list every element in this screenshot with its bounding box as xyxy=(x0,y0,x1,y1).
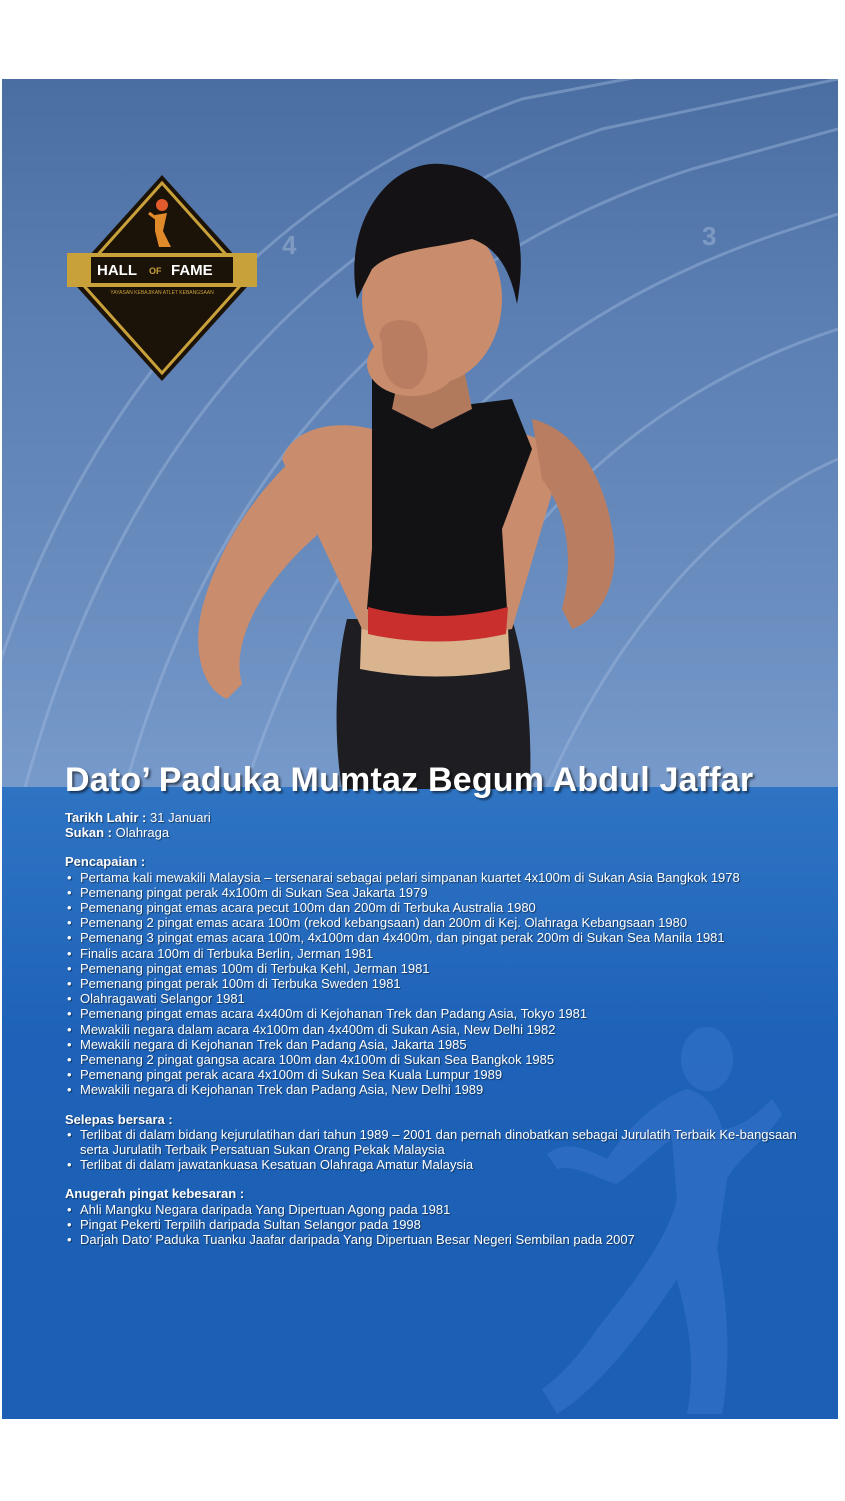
list-item: • Pemenang pingat emas 100m di Terbuka Kehl, Jerman 1981 xyxy=(65,961,805,976)
list-item: • Pemenang pingat perak acara 4x100m di Sukan Sea Kuala Lumpur 1989 xyxy=(65,1067,805,1082)
birth-date-value: 31 Januari xyxy=(150,810,211,825)
athlete-info xyxy=(65,810,805,1247)
sport-label: Sukan : xyxy=(65,825,112,841)
athlete-name: Dato’ Paduka Mumtaz Begum Abdul Jaffar xyxy=(65,761,754,799)
list-item: • Pemenang 2 pingat gangsa acara 100m dan 4x100m di Sukan Sea Bangkok 1985 xyxy=(65,1052,805,1067)
list-item: • Pemenang pingat perak 4x100m di Sukan Sea Jakarta 1979 xyxy=(65,885,805,900)
list-item: • Pemenang 2 pingat emas acara 100m (rekod kebangsaan) dan 200m di Kej. Olahraga Kebangsaan 1980 xyxy=(65,915,805,930)
honours-list xyxy=(65,1202,805,1248)
logo-word-fame: FAME xyxy=(171,262,213,279)
list-item: • Ahli Mangku Negara daripada Yang Dipertuan Agong pada 1981 xyxy=(65,1202,805,1217)
list-item: • Pemenang pingat perak 100m di Terbuka Sweden 1981 xyxy=(65,976,805,991)
list-item: • Mewakili negara dalam acara 4x100m dan 4x400m di Sukan Asia, New Delhi 1982 xyxy=(65,1022,805,1037)
achievements-list xyxy=(65,870,805,1098)
athlete-photo xyxy=(132,129,692,789)
birth-date-label: Tarikh Lahir : xyxy=(65,810,147,825)
birth-date xyxy=(65,810,805,825)
logo-word-of: OF xyxy=(149,266,162,276)
list-item: • Olahragawati Selangor 1981 xyxy=(65,991,805,1006)
list-item: • Terlibat di dalam bidang kejurulatihan dari tahun 1989 – 2001 dan pernah dinobatkan sebagai Jurulatih Terbaik Ke-bangsaan serta Jurulatih Terbaik Persatuan Sukan Orang Pekak Malaysia xyxy=(65,1127,805,1157)
list-item: • Mewakili negara di Kejohanan Trek dan Padang Asia, Jakarta 1985 xyxy=(65,1037,805,1052)
after-retirement-title: Selepas bersara : xyxy=(65,1111,173,1127)
list-item: • Pemenang pingat emas acara 4x400m di Kejohanan Trek dan Padang Asia, Tokyo 1981 xyxy=(65,1006,805,1021)
logo-word-hall: HALL xyxy=(97,262,137,279)
list-item: • Pemenang pingat emas acara pecut 100m dan 200m di Terbuka Australia 1980 xyxy=(65,900,805,915)
after-retirement-list xyxy=(65,1127,805,1173)
list-item: • Finalis acara 100m di Terbuka Berlin, Jerman 1981 xyxy=(65,946,805,961)
list-item: • Darjah Dato’ Paduka Tuanku Jaafar daripada Yang Dipertuan Besar Negeri Sembilan pada 2007 xyxy=(65,1232,805,1247)
list-item: • Mewakili negara di Kejohanan Trek dan Padang Asia, New Delhi 1989 xyxy=(65,1082,805,1097)
list-item: • Pertama kali mewakili Malaysia – tersenarai sebagai pelari simpanan kuartet 4x100m di Sukan Asia Bangkok 1978 xyxy=(65,870,805,885)
sport xyxy=(65,825,805,840)
svg-text:3: 3 xyxy=(702,221,717,251)
honours-title: Anugerah pingat kebesaran : xyxy=(65,1186,245,1202)
achievements-title: Pencapaian : xyxy=(65,854,146,870)
logo-subtitle: YAYASAN KEBAJIKAN ATLET KEBANGSAAN xyxy=(110,290,214,296)
sport-value: Olahraga xyxy=(115,825,170,841)
list-item: • Terlibat di dalam jawatankuasa Kesatuan Olahraga Amatur Malaysia xyxy=(65,1157,805,1172)
list-item: • Pingat Pekerti Terpilih daripada Sultan Selangor pada 1998 xyxy=(65,1217,805,1232)
poster xyxy=(2,79,838,1419)
svg-text:4: 4 xyxy=(282,230,297,260)
list-item: • Pemenang 3 pingat emas acara 100m, 4x100m dan 4x400m, dan pingat perak 200m di Sukan Sea Manila 1981 xyxy=(65,930,805,945)
